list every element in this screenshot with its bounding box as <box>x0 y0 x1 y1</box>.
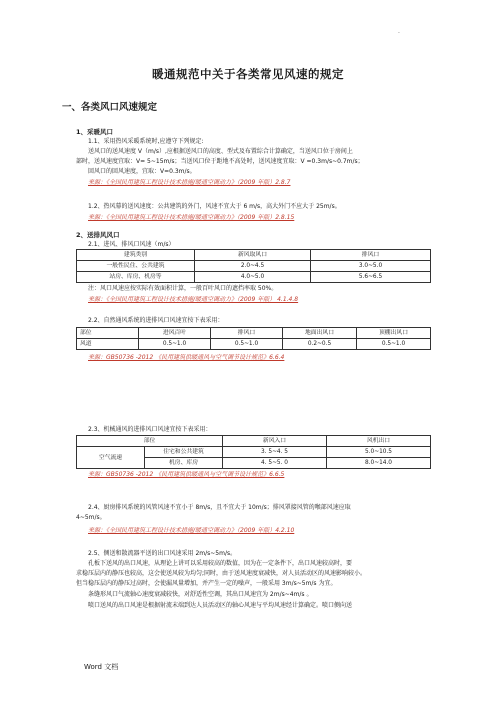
table-cell: 站房、库房、机房等 <box>77 272 195 283</box>
paragraph-line: 回风口的回风速度，宜取：V=0.3m/s。 <box>88 168 196 175</box>
table-cell: 0.5~1.0 <box>139 339 211 350</box>
table-cell: 0.5~1.0 <box>211 339 283 350</box>
table-header-cell: 新风取风口 <box>195 250 311 261</box>
table-cell: 0.5~1.0 <box>357 339 431 350</box>
clause-2-3: 2.3、机械通风的进排风口风速宜按下表采用： <box>88 426 212 433</box>
table-cell: 5.6~6.5 <box>311 272 431 283</box>
paragraph-line: 但当稳压层内的静压过高时，会使漏风量增加，并产生一定的噪声，一般采用 3m/s~5m/s 为宜。 <box>76 580 337 587</box>
table-cell: 住宅和公共建筑 <box>145 447 223 458</box>
page-footer: Word 文档 <box>84 663 119 671</box>
source-citation: 来源：GB50736 -2012 《民用建筑供暖通风与空气调节设计规范》6.6.5 <box>88 471 285 478</box>
table-header-cell: 顶棚出风口 <box>357 328 431 339</box>
table-header-cell: 风机出口 <box>327 436 431 447</box>
paragraph-line: 求稳压层内的静压也较高，这会使送风较为均匀;同时，由于送风速度衰减快，对人员活动区的风速影响较小。 <box>76 570 367 577</box>
table-header-row <box>77 436 431 447</box>
table-row <box>77 339 431 350</box>
table-header-cell: 建筑类别 <box>77 250 195 261</box>
section-heading-1: 一、各类风口风速规定 <box>62 102 158 113</box>
clause-2-4: 2.4、厨房排风系统的风管风速不宜小于 8m/s，且不宜大于 10m/s；排风罩接风管的喉部风速应取 <box>88 504 351 511</box>
paragraph-line: 送风口的送风速度 V（m/s）,应根据送风口的高度、型式及布置综合计算确定，当送风口位于房间上 <box>88 148 353 155</box>
page-title: 暖通规范中关于各类常见风速的规定 <box>152 67 344 81</box>
table-cell: 3.0~5.0 <box>311 261 431 272</box>
table-header-cell: 进风百叶 <box>139 328 211 339</box>
paragraph-line: 部时，送风速度宜取：V= 5~15m/s；当送风口位于距地不高处时，送风速度宜取：V =0.3m/s~0.7m/s； <box>76 158 364 165</box>
table-inlet-exhaust-speeds <box>76 249 431 283</box>
source-citation: 来源：《全国民用建筑工程设计技术措施/暖通空调动力》（2009 年版）4.2.10 <box>88 527 295 534</box>
table-cell: 2.0~4.5 <box>195 261 311 272</box>
table-cell: 0.2~0.5 <box>283 339 357 350</box>
heading-supply-exhaust-outlets: 2、送排风风口 <box>76 231 120 239</box>
source-citation: 来源：《全国民用建筑工程设计技术措施/暖通空调动力》（2009 年版）2.8.15 <box>88 214 295 221</box>
clause-1-1: 1.1、采用热风采暖系统时,应遵守下列规定: <box>88 138 204 145</box>
table-header-row <box>77 328 431 339</box>
clause-2-5: 2.5、侧送和散流器平送的出口风速采用 2m/s~5m/s。 <box>88 550 237 557</box>
clause-2-2: 2.2、自然通风系统的进排风口风速宜按下表采用： <box>88 317 224 324</box>
paragraph-line: 条缝形风口气流轴心速度衰减较快，对舒适性空调，其出口风速宜为 2m/s~4m/s 。 <box>88 591 313 598</box>
table-group-cell: 空气流速 <box>77 447 145 469</box>
table-header-cell: 部位 <box>77 436 223 447</box>
table-header-cell: 地面出风口 <box>283 328 357 339</box>
table-header-cell: 排风口 <box>311 250 431 261</box>
table-header-row <box>77 250 431 261</box>
table-cell: 风道 <box>77 339 139 350</box>
paragraph-line: 孔板下送风的出口风速，从理论上讲可以采用较高的数值，因为在一定条件下，出口风速较高时，要 <box>88 560 353 567</box>
table-cell: 4. 5~5. 0 <box>223 458 327 469</box>
table-header-cell: 新风入口 <box>223 436 327 447</box>
heading-heating-outlets: 1、采暖风口 <box>76 128 114 136</box>
table-cell: 8.0~14.0 <box>327 458 431 469</box>
table-cell: 4.0~5.0 <box>195 272 311 283</box>
table-note: 注：风口风速应按实际有效面积计算，一般百叶风口的遮挡率取 50%。 <box>88 285 278 292</box>
clause-2-1: 2.1、进风、排风口风速（m/s） <box>88 241 175 248</box>
paragraph-line: 喷口送风的出口风速是根据射流末端到达人员活动区的轴心风速与平均风速经计算确定。喷口侧向送 <box>88 602 353 609</box>
source-citation: 来源：GB50736 -2012 《民用建筑供暖通风与空气调节设计规范》6.6.4 <box>88 354 285 361</box>
source-citation: 来源：《全国民用建筑工程设计技术措施/暖通空调动力》（2009 年版） 4.1.4.8 <box>88 296 299 303</box>
table-cell: 5.0~10.5 <box>327 447 431 458</box>
table-mechanical-ventilation-speeds <box>76 435 431 469</box>
source-citation: 来源：《全国民用建筑工程设计技术措施/暖通空调动力》（2009 年版）2.8.7 <box>88 179 291 186</box>
header-mark: · <box>398 30 400 37</box>
table-cell: 机房、库房 <box>145 458 223 469</box>
clause-1-2: 1.2、热风幕的送风速度：公共建筑的外门，风速不宜大于 6 m/s，高大外门不应大于 25m/s。 <box>88 203 341 210</box>
table-natural-ventilation-speeds <box>76 327 431 350</box>
table-row <box>77 261 431 272</box>
table-row <box>77 272 431 283</box>
table-header-cell: 部位 <box>77 328 139 339</box>
table-header-cell: 排风口 <box>211 328 283 339</box>
paragraph-line: 4~5m/s。 <box>76 514 106 521</box>
table-cell: 3. 5~4. 5 <box>223 447 327 458</box>
table-cell: 一般性民住、公共建筑 <box>77 261 195 272</box>
table-row <box>77 447 431 458</box>
